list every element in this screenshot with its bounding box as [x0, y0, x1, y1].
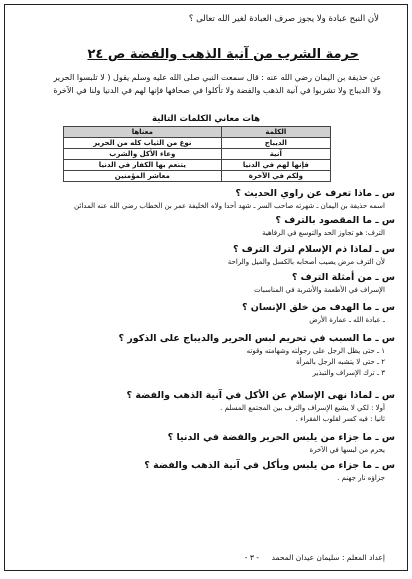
answer: اسمه حذيفة بن اليمان ـ شهرته صاحب السر ـ شهد أحدا ولاه الخليفة عمر بن الخطاب رضي الله عنه المدائن — [74, 202, 385, 210]
meaning-cell: نوع من الثياب كله من الحرير — [64, 138, 222, 149]
author-credit: إعداد المعلم : سليمان عيدان المحمد — [271, 553, 385, 562]
question: س ـ لماذا نهى الإسلام عن الأكل في آنية الذهب والفضة ؟ — [126, 390, 395, 401]
answer: لأن الترف مرض يصيب أصحابه بالكسل والميل والراحة — [227, 258, 385, 266]
qa-block — [13, 187, 395, 212]
table-row — [64, 160, 331, 171]
answer: أولا : لكي لا يشيع الإسراف والترف بين المجتمع المسلم . — [220, 404, 385, 412]
table-row — [64, 171, 331, 182]
qa-block — [13, 459, 395, 484]
question: س ـ لماذا ذم الإسلام لترك الترف ؟ — [232, 244, 395, 255]
qa-block — [13, 214, 395, 239]
answer: ـ عبادة الله ـ عمارة الأرض — [309, 316, 385, 324]
meaning-cell: وعاء الأكل والشرب — [64, 149, 222, 160]
answer: ثانيا : فيه كسر لقلوب الفقراء . — [295, 415, 385, 423]
answer: ٣ ـ ترك الإسراف والتبذير — [312, 369, 385, 377]
qa-block — [13, 389, 395, 425]
answer: ٢ ـ حتى لا يتشبه الرجل بالمرأة — [296, 358, 385, 366]
word-cell: آنية — [221, 149, 330, 160]
word-cell: ولكم في الآخرة — [221, 171, 330, 182]
question: س ـ ما جزاء من يلبس ويأكل في آنية الذهب والفضة ؟ — [144, 460, 395, 471]
table-title: هات معاني الكلمات التالية — [151, 114, 261, 124]
table-row — [64, 138, 331, 149]
document-page — [4, 4, 408, 571]
question: س ـ ما السبب في تحريم لبس الحرير والديباج على الذكور ؟ — [118, 333, 395, 344]
question: س ـ من أمثلة الترف ؟ — [291, 272, 395, 283]
page-title: حرمة الشرب من آنية الذهب والفضة ص ٢٤ — [87, 47, 359, 62]
question: س ـ ماذا تعرف عن راوي الحديث ؟ — [235, 188, 395, 199]
answer: يحرم من لبسها في الآخرة — [309, 446, 385, 454]
question: س ـ ما جزاء من يلبس الحرير والفضة في الدنيا ؟ — [167, 432, 395, 443]
table-row — [64, 149, 331, 160]
page-number: - ٣ - — [244, 553, 259, 562]
word-cell: الديباج — [221, 138, 330, 149]
question: س ـ ما الهدف من خلق الإنسان ؟ — [241, 302, 395, 313]
answer: الترف: هو تجاوز الحد والتوسع في الرفاهية — [262, 229, 385, 237]
answer: الإسراف في الأطعمة والأشربة في المناسبات — [254, 286, 385, 294]
question: س ـ ما المقصود بالترف ؟ — [275, 215, 395, 226]
column-header-word: الكلمة — [221, 127, 330, 138]
qa-block — [13, 301, 395, 326]
meaning-cell: معاشر المؤمنين — [64, 171, 222, 182]
qa-block — [13, 243, 395, 268]
qa-block — [13, 271, 395, 296]
hadith-text: عن حذيفة بن اليمان رضي الله عنه : قال سمعت النبي صلى الله عليه وسلم يقول ( لا تلبسوا الحرير ولا الديباج ولا تشربوا في آنية الذهب والفضة ولا تأكلوا في صحافها فإنها لهم في الدنيا ولنا في الآخرة — [53, 73, 381, 95]
answer: جزاؤه نار جهنم . — [337, 474, 385, 482]
meaning-cell: يتنعم بها الكفار في الدنيا — [64, 160, 222, 171]
qa-block — [13, 431, 395, 456]
column-header-meaning: معناها — [64, 127, 222, 138]
answer: ١ ـ حتى يظل الرجل على رجولته وشهامته وقوته — [246, 347, 385, 355]
word-cell: فإنها لهم في الدنيا — [221, 160, 330, 171]
qa-block — [13, 332, 395, 379]
vocabulary-table — [63, 126, 331, 182]
top-note: لأن النبح عبادة ولا يجوز صرف العبادة لغير الله تعالى ؟ — [188, 14, 379, 24]
